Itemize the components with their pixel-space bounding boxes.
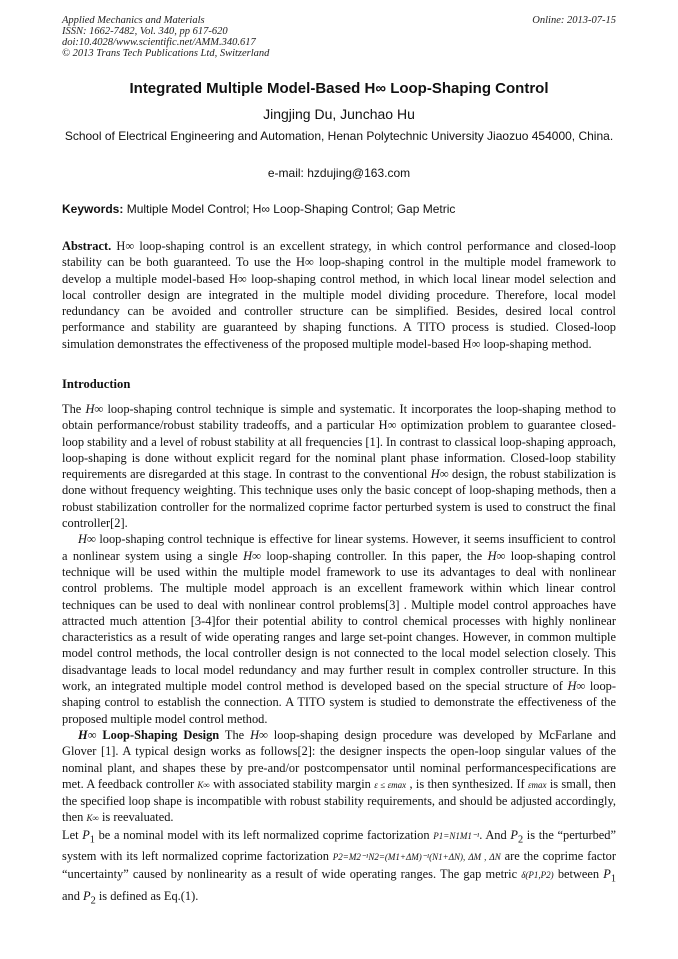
text: The	[62, 402, 86, 416]
paragraph-1	[62, 401, 616, 531]
introduction-body	[62, 401, 616, 909]
text: . And	[479, 827, 511, 842]
subscript: 1	[89, 834, 95, 846]
text: is reevaluated.	[98, 810, 174, 825]
epsilon-max-symbol: εmax	[527, 779, 547, 790]
p2-symbol: P	[510, 827, 518, 842]
abstract	[62, 238, 616, 352]
factorization-1: P1=N1M1⁻¹	[433, 830, 480, 841]
text: loop-shaping controller. In this paper, the	[260, 548, 488, 563]
issn-line: ISSN: 1662-7482, Vol. 340, pp 617-620	[62, 26, 228, 37]
online-date: Online: 2013-07-15	[532, 15, 616, 26]
paragraph-4	[62, 827, 616, 910]
epsilon-condition: ε ≤ εmax	[374, 779, 407, 790]
paper-title: Integrated Multiple Model-Based H∞ Loop-Shaping Control	[129, 80, 549, 97]
h-infinity-symbol: H∞	[250, 727, 268, 742]
author-email: e-mail: hzdujing@163.com	[267, 166, 411, 180]
h-infinity-symbol: H∞	[567, 679, 586, 694]
text: and	[62, 888, 83, 903]
keywords-text: Multiple Model Control; H∞ Loop-Shaping Control; Gap Metric	[123, 202, 456, 216]
paper-authors: Jingjing Du, Junchao Hu	[263, 106, 415, 122]
text: design, the robust stabilization is done without frequency weighting. This technique uses only the basic concept of loop-shaping methods, then a robust stabilization controller for the normalized coprime factor perturbed system is used to construct the final controller[2].	[62, 467, 616, 531]
p1-symbol: P	[82, 827, 90, 842]
text: Let	[62, 827, 83, 842]
h-infinity-symbol: H∞	[487, 548, 506, 563]
paragraph-3	[62, 727, 616, 827]
p1-symbol: P	[603, 866, 611, 881]
subsection-title: Loop-Shaping Design	[96, 727, 220, 742]
h-infinity-symbol: H∞	[78, 727, 97, 742]
paragraph-2	[62, 531, 616, 727]
text: be a nominal model with its left normalized coprime factorization	[94, 827, 434, 842]
h-infinity-symbol: H∞	[85, 402, 104, 416]
text: loop-shaping control technique is effective for linear systems. However, it seems insufficient to control a nonlinear system using a single	[62, 532, 616, 563]
h-infinity-symbol: H∞	[78, 532, 96, 547]
introduction-heading: Introduction	[62, 377, 131, 391]
gap-metric-symbol: δ(P1,P2)	[521, 869, 554, 880]
subscript: 2	[90, 895, 96, 907]
text: are the coprime factor “uncertainty” caused by nonlinearity as a result of wide operating ranges. The gap metric	[62, 849, 617, 881]
doi-line: doi:10.4028/www.scientific.net/AMM.340.617	[62, 37, 256, 48]
text: loop-shaping control to establish the connection. A TITO system is studied to demonstrate the effectiveness of the proposed multiple model control method.	[62, 679, 616, 726]
text: with associated stability margin	[209, 776, 375, 791]
p2-symbol: P	[83, 888, 91, 903]
subsection-head	[78, 728, 219, 742]
affiliation: School of Electrical Engineering and Automation, Henan Polytechnic University Jiaozuo 454000, China.	[64, 129, 614, 143]
text: is small, then the specified loop shape is incompatible with robust stability requirements, and should be adjusted accordingly, then	[62, 776, 616, 825]
abstract-text: H∞ loop-shaping control is an excellent strategy, in which control performance and closed-loop stability can be both guaranteed. To use the H∞ loop-shaping control in the multiple model framework to develop a multiple model-based H∞ loop-shaping control method, in which local linear model selection and local controller design are integrated in the multiple model dividing procedure. Therefore, local model redundancy can be avoided and controller structure can be simplified. Besides, desired local control performance and stability are guaranteed by shaping functions. A TITO process is studied. Closed-loop simulation demonstrates the effectiveness of the proposed multiple model-based H∞ loop-shaping method.	[62, 239, 616, 351]
journal-name: Applied Mechanics and Materials	[62, 15, 205, 26]
h-infinity-symbol: H∞	[243, 548, 261, 563]
abstract-label: Abstract.	[62, 239, 112, 253]
text: The	[219, 727, 251, 742]
journal-header	[62, 15, 269, 59]
subscript: 1	[610, 873, 616, 885]
k-infinity-symbol: K∞	[197, 779, 210, 790]
k-infinity-symbol: K∞	[86, 813, 99, 824]
text: loop-shaping design procedure was developed by McFarlane and Glover [1]. A typical design works as follows[2]: the designer inspects the open-loop singular values of the nominal plant, and shapes these by pre-and/or postcompensator until nominal performancespecifications are met. A feedback controller	[62, 727, 616, 791]
subscript: 2	[517, 834, 524, 846]
text: between	[553, 866, 604, 881]
text: loop-shaping control technique is simple and systematic. It incorporates the loop-shaping method to obtain performance/robust stability tradeoffs, and a particular H∞ optimization problem to guarantee closed-loop stability and a level of robust stability at all frequencies [1]. In contrast to classical loop-shaping approach, loop-shaping is done without explicit regard for the nominal plant phase information. Closed-loop stability requirements are disregarded at this stage. In contrast to the conventional	[62, 402, 616, 482]
text: is the “perturbed” system with its left normalized coprime factorization	[62, 827, 617, 864]
keywords	[62, 202, 616, 216]
text: loop-shaping control technique will be used within the multiple model framework to use its advantages to deal with nonlinear control problems. The multiple model approach is an excellent framework within which linear control techniques can be used to deal with nonlinear control problems[3] . Multiple model control approaches have attracted much attention [3-4]for their potential ability to control chemical processes with highly nonlinear characteristics as a result of wide operating ranges and large set-point changes. However, in common multiple model control methods, the local controller design is not connected to the local model selection closely. This disadvantage leads to local model redundancy and may further result in complex controller structure. In this work, an integrated multiple model control method is developed based on the special structure of	[62, 548, 616, 694]
text: is defined as Eq.(1).	[95, 888, 199, 903]
keywords-label: Keywords:	[62, 202, 124, 216]
h-infinity-symbol: H∞	[430, 467, 449, 482]
factorization-2: P2=M2⁻¹N2=(M1+ΔM)⁻¹(N1+ΔN), ΔM , ΔN	[332, 852, 501, 863]
copyright-line: © 2013 Trans Tech Publications Ltd, Switzerland	[62, 48, 270, 59]
text: , is then synthesized. If	[406, 776, 528, 791]
